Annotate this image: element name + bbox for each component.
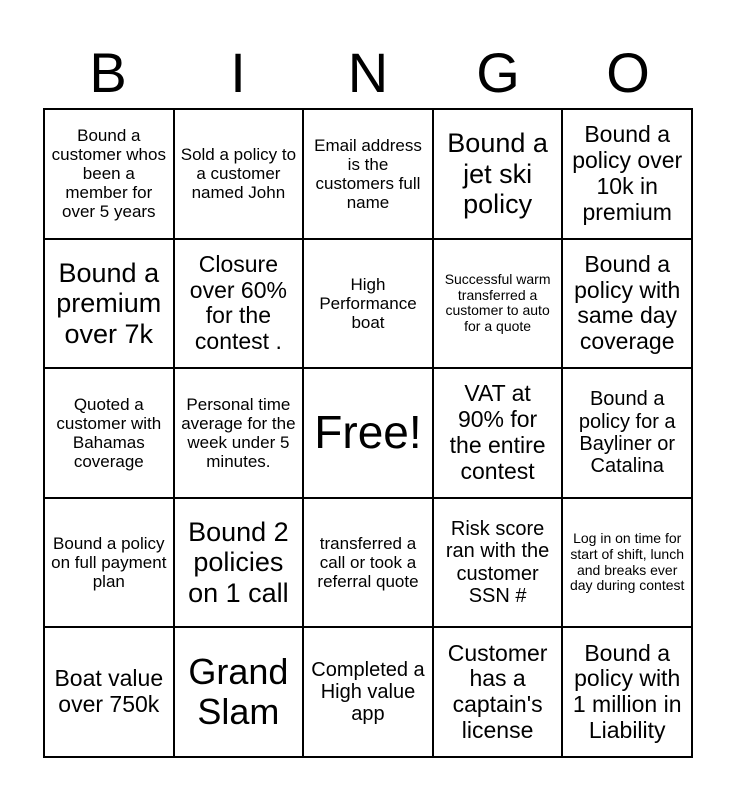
bingo-cell-free[interactable] — [303, 368, 433, 498]
bingo-cell-r2c2[interactable] — [174, 239, 304, 369]
cell-text: Email address is the customers full name — [314, 135, 422, 212]
cell-text: Bound a jet ski policy — [447, 128, 548, 219]
free-space-text: Free! — [314, 406, 422, 459]
cell-text: Risk score ran with the customer SSN # — [445, 517, 550, 607]
bingo-cell-r3c2[interactable] — [174, 368, 304, 498]
cell-text: Bound a policy with same day coverage — [574, 250, 681, 355]
bingo-cell-r1c4[interactable] — [433, 109, 563, 239]
cell-text: Quoted a customer with Bahamas coverage — [56, 394, 162, 472]
cell-text: Log in on time for start of shift, lunch and breaks ever day during contest — [569, 530, 685, 594]
bingo-cell-r3c4[interactable] — [433, 368, 563, 498]
bingo-cell-r5c4[interactable] — [433, 627, 563, 757]
bingo-cell-r1c5[interactable] — [562, 109, 692, 239]
cell-text: Customer has a captain's license — [447, 639, 548, 743]
bingo-cell-r2c1[interactable] — [44, 239, 174, 369]
bingo-cell-r2c5[interactable] — [562, 239, 692, 369]
cell-text: Successful warm transferred a customer to auto for a quote — [444, 271, 551, 335]
header-letter-b: B — [89, 41, 127, 104]
bingo-cell-r4c1[interactable] — [44, 498, 174, 628]
cell-text: Boat value over 750k — [54, 665, 164, 718]
bingo-cell-r1c2[interactable] — [174, 109, 304, 239]
cell-text: Bound a premium over 7k — [56, 258, 162, 349]
bingo-cell-r4c3[interactable] — [303, 498, 433, 628]
cell-text: High Performance boat — [319, 274, 417, 332]
bingo-header — [43, 40, 693, 106]
cell-text: Personal time average for the week under 5 minutes. — [181, 394, 296, 472]
bingo-cell-r3c1[interactable] — [44, 368, 174, 498]
bingo-cell-r1c3[interactable] — [303, 109, 433, 239]
bingo-cell-r2c4[interactable] — [433, 239, 563, 369]
bingo-cell-r5c1[interactable] — [44, 627, 174, 757]
cell-text: Closure over 60% for the contest . — [189, 250, 287, 355]
bingo-cell-r1c1[interactable] — [44, 109, 174, 239]
cell-text: transferred a call or took a referral quote — [317, 534, 419, 592]
bingo-cell-r5c2[interactable] — [174, 627, 304, 757]
header-letter-n: N — [347, 41, 389, 104]
header-letter-i: I — [230, 41, 246, 104]
cell-text: Completed a High value app — [311, 658, 425, 726]
bingo-cell-r5c3[interactable] — [303, 627, 433, 757]
cell-text: Bound a policy on full payment plan — [51, 534, 167, 592]
cell-text: Bound a customer whos been a member for over 5 years — [51, 126, 166, 222]
cell-text: Bound a policy over 10k in premium — [572, 121, 683, 225]
cell-text: Sold a policy to a customer named John — [180, 145, 297, 203]
cell-text: Bound 2 policies on 1 call — [188, 517, 289, 608]
cell-text: Bound a policy for a Bayliner or Catalina — [578, 388, 676, 478]
cell-text: Bound a policy with 1 million in Liability — [572, 639, 682, 743]
bingo-cell-r2c3[interactable] — [303, 239, 433, 369]
header-letter-o: O — [606, 41, 650, 104]
bingo-cell-r3c5[interactable] — [562, 368, 692, 498]
header-letter-g: G — [476, 41, 520, 104]
cell-text: VAT at 90% for the entire contest — [449, 380, 546, 484]
bingo-cell-r4c5[interactable] — [562, 498, 692, 628]
cell-text: Grand Slam — [188, 650, 289, 733]
bingo-cell-r4c2[interactable] — [174, 498, 304, 628]
bingo-cell-r5c5[interactable] — [562, 627, 692, 757]
bingo-grid — [43, 108, 693, 758]
bingo-cell-r4c4[interactable] — [433, 498, 563, 628]
